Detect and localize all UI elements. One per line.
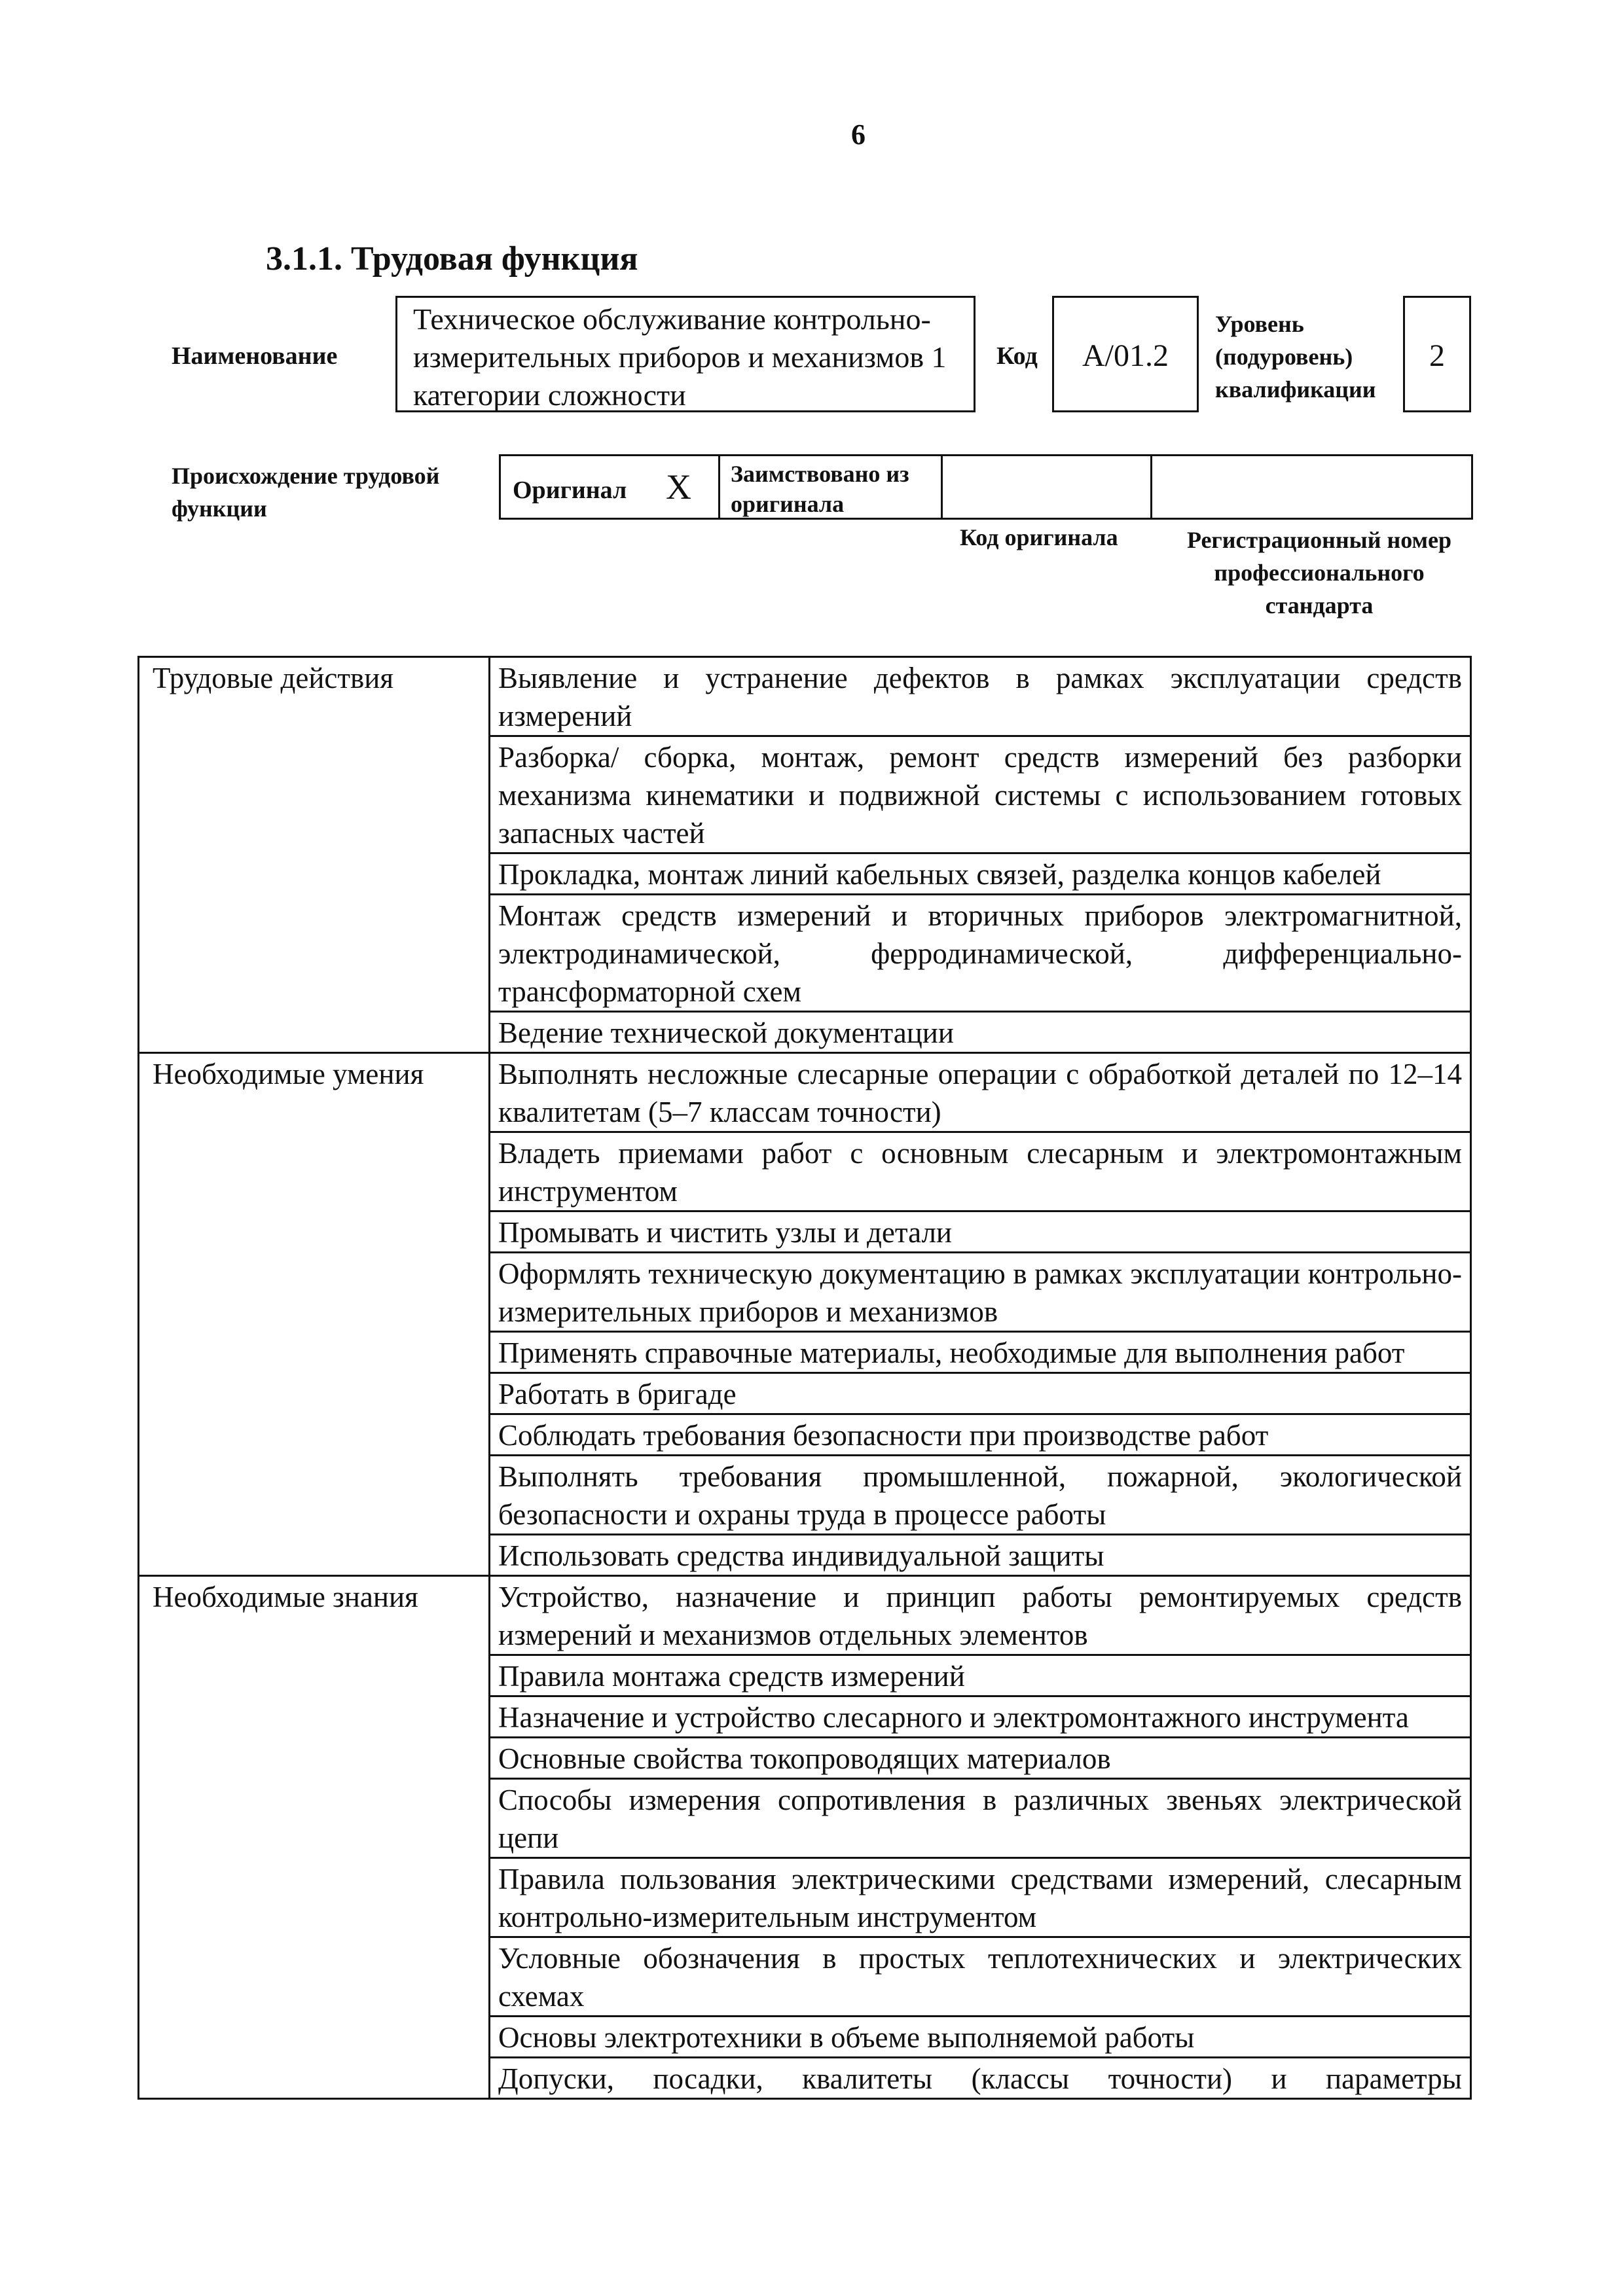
list-item: Выявление и устранение дефектов в рамках эксплуатации средств измерений	[490, 657, 1471, 736]
level-value: 2	[1429, 338, 1445, 373]
code-value: А/01.2	[1082, 338, 1169, 373]
list-item: Допуски, посадки, квалитеты (классы точности) и параметры	[490, 2058, 1471, 2099]
code-box	[1052, 296, 1199, 412]
list-item: Владеть приемами работ с основным слесарным и электромонтажным инструментом	[490, 1132, 1471, 1211]
list-item: Ведение технической документации	[490, 1012, 1471, 1053]
list-item: Условные обозначения в простых теплотехнических и электрических схемах	[490, 1937, 1471, 2017]
list-item: Основы электротехники в объеме выполняемой работы	[490, 2017, 1471, 2058]
borrowed-label: Заимствовано из оригинала	[731, 461, 909, 517]
list-item: Использовать средства индивидуальной защиты	[490, 1535, 1471, 1576]
table-row	[139, 1053, 1471, 1132]
list-item: Назначение и устройство слесарного и электромонтажного инструмента	[490, 1696, 1471, 1738]
list-item: Оформлять техническую документацию в рамках эксплуатации контрольно-измерительных приборов и механизмов	[490, 1253, 1471, 1332]
function-name-value: Техническое обслуживание контрольно-измерительных приборов и механизмов 1 категории сложности	[413, 302, 947, 412]
list-item: Разборка/ сборка, монтаж, ремонт средств измерений без разборки механизма кинематики и подвижной системы с использованием готовых запасных частей	[490, 736, 1471, 853]
code-original-caption: Код оригинала	[960, 524, 1118, 550]
name-label: Наименование	[172, 342, 338, 370]
section-title-cell: Необходимые знания	[139, 1576, 490, 2099]
list-item: Промывать и чистить узлы и детали	[490, 1211, 1471, 1253]
list-item: Монтаж средств измерений и вторичных приборов электромагнитной, электродинамической, ферродинамической, дифференциально-трансформаторной схем	[490, 895, 1471, 1012]
list-item: Применять справочные материалы, необходимые для выполнения работ	[490, 1332, 1471, 1373]
section-title-cell: Трудовые действия	[139, 657, 490, 1053]
list-item: Соблюдать требования безопасности при производстве работ	[490, 1414, 1471, 1456]
list-item: Правила монтажа средств измерений	[490, 1655, 1471, 1696]
list-item: Работать в бригаде	[490, 1373, 1471, 1414]
code-label: Код	[996, 342, 1038, 370]
section-title-cell: Необходимые умения	[139, 1053, 490, 1576]
original-label: Оригинал	[513, 476, 627, 504]
list-item: Правила пользования электрическими средствами измерений, слесарным контрольно-измерительным инструментом	[490, 1858, 1471, 1937]
list-item: Способы измерения сопротивления в различных звеньях электрической цепи	[490, 1779, 1471, 1858]
borrowed-cell	[720, 456, 943, 518]
list-item: Устройство, назначение и принцип работы ремонтируемых средств измерений и механизмов отдельных элементов	[490, 1576, 1471, 1655]
function-details-table	[137, 656, 1472, 2100]
section-title: 3.1.1. Трудовая функция	[266, 240, 638, 278]
list-item: Выполнять требования промышленной, пожарной, экологической безопасности и охраны труда в процессе работы	[490, 1456, 1471, 1535]
original-code-cell	[943, 456, 1152, 518]
original-mark: Х	[666, 467, 691, 507]
origin-table	[499, 454, 1473, 520]
page-number: 6	[851, 118, 866, 151]
level-box	[1403, 296, 1471, 412]
reg-number-caption: Регистрационный номер профессионального стандарта	[1186, 527, 1452, 619]
function-details-body	[139, 657, 1471, 2099]
list-item: Выполнять несложные слесарные операции с обработкой деталей по 12–14 квалитетам (5–7 классам точности)	[490, 1053, 1471, 1132]
table-row	[139, 1576, 1471, 1655]
table-row	[139, 657, 1471, 736]
origin-label: Происхождение трудовой функции	[172, 463, 440, 522]
original-cell	[501, 456, 720, 518]
level-label: Уровень (подуровень) квалификации	[1215, 311, 1376, 403]
list-item: Основные свойства токопроводящих материалов	[490, 1738, 1471, 1779]
reg-number-cell	[1152, 456, 1471, 518]
function-name-box	[395, 296, 976, 412]
list-item: Прокладка, монтаж линий кабельных связей, разделка концов кабелей	[490, 853, 1471, 895]
